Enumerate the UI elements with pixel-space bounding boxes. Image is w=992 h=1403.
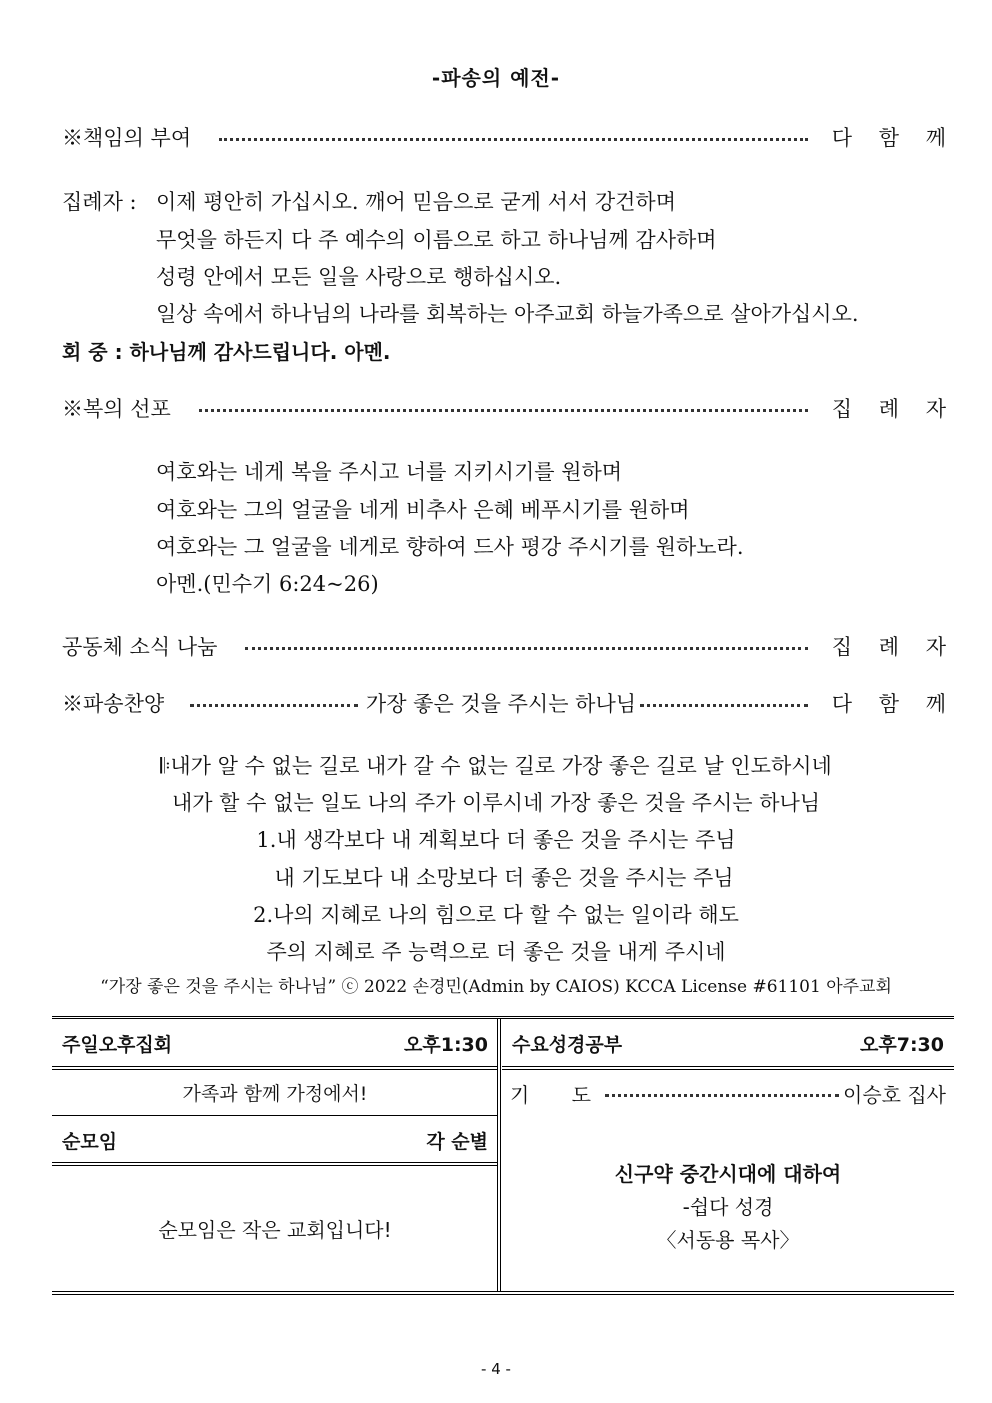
order-item-news — [62, 631, 956, 661]
blessing-line-1: 여호와는 네게 복을 주시고 너를 지키시기를 원하며 — [156, 460, 623, 484]
dot-leader — [245, 647, 807, 650]
wednesday-sub: -쉽다 성경 — [682, 1195, 774, 1219]
lyric-line-5: 2.나의 지혜로 나의 힘으로 다 할 수 없는 일이라 해도 — [253, 903, 739, 927]
leader-line-3: 성령 안에서 모든 일을 사랑으로 행하십시오. — [156, 265, 562, 289]
item-performer: 집 례 자 — [831, 635, 956, 659]
divider — [52, 1165, 498, 1166]
item-label: ※복의 선포 — [62, 397, 171, 421]
wednesday-prayer-row — [510, 1078, 946, 1108]
leader-line-4: 일상 속에서 하나님의 나라를 회복하는 아주교회 하늘가족으로 살아가십시오. — [156, 302, 859, 326]
sunday-header — [52, 1020, 498, 1066]
cell-header — [52, 1117, 498, 1163]
leader-prefix: 집례자 : — [62, 190, 137, 214]
dot-leader — [190, 704, 358, 707]
order-item-responsibility — [62, 122, 956, 152]
wednesday-speaker: 〈서동용 목사〉 — [656, 1228, 800, 1252]
dot-leader — [219, 138, 808, 141]
divider — [502, 1066, 954, 1067]
table-top-rule — [52, 1016, 954, 1019]
item-label: ※책임의 부여 — [62, 126, 192, 150]
sunday-time: 오후1:30 — [404, 1033, 488, 1056]
lyric-line-4: 내 기도보다 내 소망보다 더 좋은 것을 주시는 주님 — [274, 866, 734, 890]
lyric-line-2: 내가 할 수 없는 일도 나의 주가 이루시네 가장 좋은 것을 주시는 하나님 — [171, 791, 821, 815]
column-divider — [497, 1018, 498, 1292]
divider — [52, 1069, 498, 1070]
divider — [52, 1115, 498, 1116]
leader-line-2: 무엇을 하든지 다 주 예수의 이름으로 하고 하나님께 감사하며 — [156, 228, 717, 252]
congregation-response: 회 중 : 하나님께 감사드립니다. 아멘. — [62, 340, 391, 364]
lyric-line-6: 주의 지혜로 주 능력으로 더 좋은 것을 내게 주시네 — [266, 940, 726, 964]
order-item-hymn — [62, 688, 957, 718]
item-label: ※파송찬양 — [62, 692, 165, 716]
page-title: -파송의 예전- — [431, 66, 561, 90]
cell-title: 순모임 — [62, 1130, 118, 1153]
divider — [502, 1069, 954, 1070]
hymn-title: 가장 좋은 것을 주시는 하나님 — [365, 692, 637, 716]
item-performer: 집 례 자 — [831, 397, 956, 421]
prayer-label: 기 도 — [510, 1082, 609, 1107]
wednesday-title: 수요성경공부 — [512, 1033, 623, 1056]
wednesday-topic: 신구약 중간시대에 대하여 — [614, 1162, 842, 1186]
prayer-by: 이승호 집사 — [843, 1082, 946, 1107]
lyric-line-1: 𝄆내가 알 수 없는 길로 내가 갈 수 없는 길로 가장 좋은 길로 날 인도하시네 — [160, 754, 832, 778]
dot-leader — [640, 704, 808, 707]
divider — [52, 1066, 498, 1067]
wednesday-time: 오후7:30 — [860, 1033, 944, 1056]
table-bottom-rule — [52, 1291, 954, 1292]
sunday-note: 가족과 함께 가정에서! — [182, 1083, 368, 1105]
dot-leader — [605, 1094, 839, 1097]
blessing-line-4: 아멘.(민수기 6:24~26) — [156, 572, 379, 596]
blessing-line-3: 여호와는 그 얼굴을 네게로 향하여 드사 평강 주시기를 원하노라. — [156, 535, 744, 559]
table-bottom-rule — [52, 1294, 954, 1295]
wednesday-header — [502, 1020, 954, 1066]
sunday-title: 주일오후집회 — [62, 1033, 173, 1056]
item-performer: 다 함 께 — [831, 126, 956, 150]
copyright-credit: “가장 좋은 것을 주시는 하나님” ⓒ 2022 손경민(Admin by CAIOS) KCCA License #61101 아주교회 — [100, 977, 892, 997]
order-item-blessing — [62, 393, 956, 423]
cell-time: 각 순별 — [426, 1130, 488, 1153]
item-performer: 다 함 께 — [831, 692, 957, 716]
blessing-line-2: 여호와는 그의 얼굴을 네게 비추사 은혜 베푸시기를 원하며 — [156, 498, 690, 522]
item-label: 공동체 소식 나눔 — [62, 635, 218, 659]
divider — [52, 1162, 498, 1163]
lyric-line-3: 1.내 생각보다 내 계획보다 더 좋은 것을 주시는 주님 — [256, 828, 736, 852]
dot-leader — [199, 409, 808, 412]
leader-line-1: 이제 평안히 가십시오. 깨어 믿음으로 굳게 서서 강건하며 — [156, 190, 676, 214]
page-number: - 4 - — [481, 1360, 511, 1378]
column-divider — [500, 1018, 501, 1292]
cell-note: 순모임은 작은 교회입니다! — [158, 1218, 392, 1242]
